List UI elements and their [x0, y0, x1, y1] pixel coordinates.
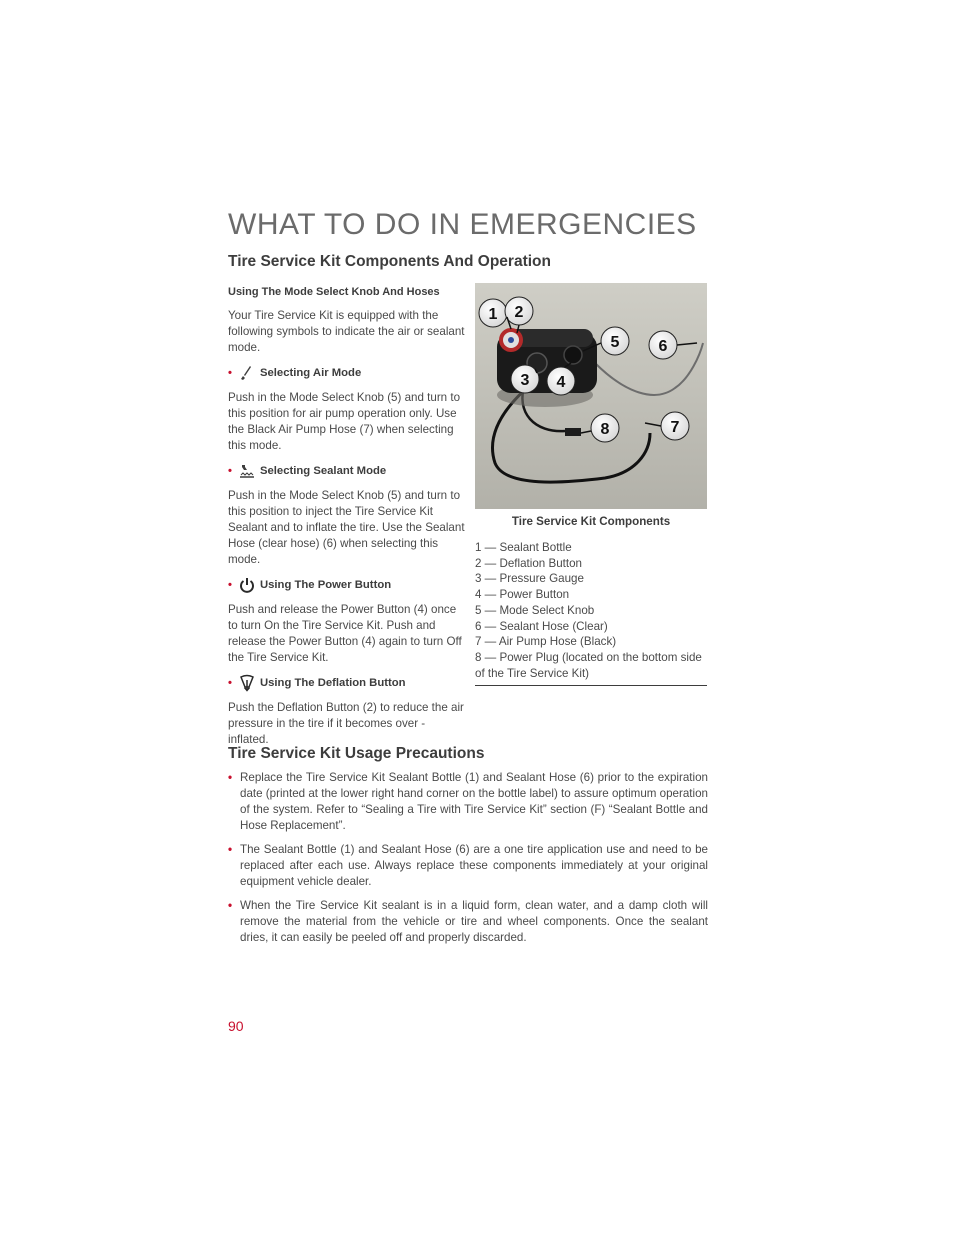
legend-item: 7 — Air Pump Hose (Black) — [475, 635, 617, 649]
power-icon — [238, 576, 256, 594]
legend-item: 8 — Power Plug (located on the bottom side of the Tire Service Kit) — [475, 650, 702, 680]
callout-4: 4 — [556, 374, 566, 391]
kit-illustration — [475, 283, 707, 509]
section-header: WHAT TO DO IN EMERGENCIES — [228, 208, 697, 241]
legend-item: 2 — Deflation Button — [475, 556, 582, 570]
bullet-text: Push the Deflation Button (2) to reduce the air pressure in the tire if it becomes over - inflated. — [228, 701, 464, 746]
callout-6: 6 — [658, 338, 668, 355]
legend-item: 1 — Sealant Bottle — [475, 541, 572, 554]
section-title: Tire Service Kit Components And Operation — [228, 253, 551, 270]
bullet-deflation-button — [228, 674, 466, 692]
left-column — [228, 284, 466, 756]
figure-legend — [475, 540, 707, 686]
deflation-icon — [238, 674, 256, 692]
bullet-text: Push in the Mode Select Knob (5) and turn to this position to inject the Tire Service Kit Sealant and to inflate the tire. Use the Sealant Hose (clear hose) (6) when selecting this mode. — [228, 489, 465, 566]
bullet-title: Using The Power Button — [259, 579, 392, 591]
legend-item: 4 — Power Button — [475, 588, 570, 602]
sealant-mode-icon — [238, 462, 256, 480]
callout-2: 2 — [514, 304, 524, 321]
bullet-marker: • — [228, 465, 232, 477]
precautions-list — [228, 770, 708, 954]
precaution-text: When the Tire Service Kit sealant is in a liquid form, clean water, and a damp cloth will remove the material from the vehicle or tire and wheel components. Once the sealant dries, it can easily be peeled off and properly discarded. — [240, 899, 708, 944]
bullet-marker: • — [228, 899, 233, 912]
air-mode-icon — [238, 364, 256, 382]
precaution-text: Replace the Tire Service Kit Sealant Bottle (1) and Sealant Hose (6) prior to the expiration date (printed at the lower right hand corner on the bottle label) to assure optimum operation of the system. Refer to “Sealing a Tire with Tire Service Kit” section (F) “Sealant Bottle and Hose Replacement”. — [240, 771, 708, 832]
bullet-marker: • — [228, 579, 232, 591]
callout-1: 1 — [488, 306, 498, 323]
callout-8: 8 — [600, 421, 610, 438]
page-number: 90 — [228, 1018, 244, 1034]
bullet-text: Push in the Mode Select Knob (5) and turn to this position for air pump operation only. Use the Black Air Pump Hose (7) when selecting this mode. — [228, 391, 461, 452]
callout-5: 5 — [610, 334, 620, 351]
bullet-title: Selecting Air Mode — [259, 367, 362, 379]
intro-paragraph: Your Tire Service Kit is equipped with the following symbols to indicate the air or sealant mode. — [228, 309, 465, 354]
precaution-item — [228, 770, 708, 834]
legend-item: 5 — Mode Select Knob — [475, 603, 595, 617]
legend-item: 3 — Pressure Gauge — [475, 572, 584, 586]
bullet-marker: • — [228, 771, 233, 784]
precaution-text: The Sealant Bottle (1) and Sealant Hose (6) are a one tire application use and need to be replaced after each use. Always replace these components immediately at your original equipment vehicle dealer. — [240, 843, 708, 888]
bullet-text: Push and release the Power Button (4) once to turn On the Tire Service Kit. Push and release the Power Button (4) again to turn Off the Tire Service Kit. — [228, 603, 462, 664]
bullet-sealant-mode — [228, 462, 466, 480]
bullet-air-mode — [228, 364, 466, 382]
bullet-marker: • — [228, 367, 232, 379]
figure-caption: Tire Service Kit Components — [511, 515, 671, 528]
subheading: Using The Mode Select Knob And Hoses — [228, 286, 440, 298]
bullet-marker: • — [228, 843, 233, 856]
callout-7: 7 — [670, 419, 680, 436]
bullet-title: Selecting Sealant Mode — [259, 465, 387, 477]
precaution-item — [228, 842, 708, 890]
precautions-title: Tire Service Kit Usage Precautions — [228, 745, 485, 762]
precaution-item — [228, 898, 708, 946]
bullet-marker: • — [228, 677, 232, 689]
legend-item: 6 — Sealant Hose (Clear) — [475, 619, 608, 633]
bullet-title: Using The Deflation Button — [259, 677, 406, 689]
callout-3: 3 — [520, 372, 530, 389]
bullet-power-button — [228, 576, 466, 594]
tire-service-kit-photo — [475, 283, 707, 509]
